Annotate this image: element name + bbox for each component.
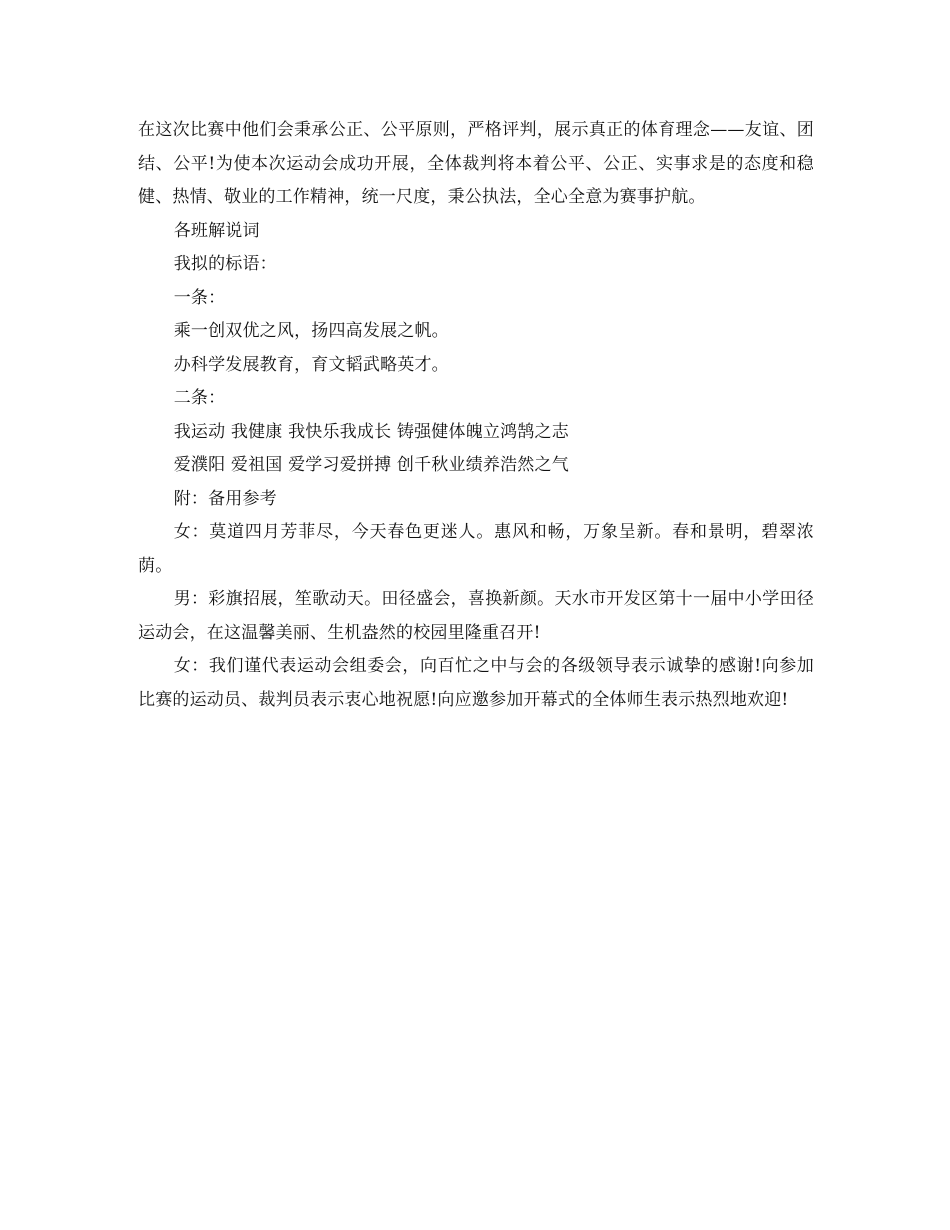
label-slogan-two: 二条： [173,388,226,408]
heading-appendix: 附：备用参考 [173,488,277,509]
heading-my-slogans: 我拟的标语： [173,254,277,274]
heading-class-commentary: 各班解说词 [173,220,260,241]
slogan-line: 我运动 我健康 我快乐我成长 铸强健体魄立鸿鹄之志 [173,421,569,442]
slogan-line: 乘一创双优之风，扬四高发展之帆。 [173,321,449,341]
slogan-line: 爱濮阳 爱祖国 爱学习爱拼搏 创千秋业绩养浩然之气 [173,455,569,475]
paragraph-referee-commitment: 在这次比赛中他们会秉承公正、公平原则，严格评判，展示真正的体育理念——友谊、团结、公平!为使本次运动会成功开展，全体裁判将本着公平、公正、实事求是的态度和稳健、热情、敬业的工作精神，统一尺度，秉公执法，全心全意为赛事护航。 [138,120,814,207]
document-page [138,114,814,717]
slogan-line: 办科学发展教育，育文韬武略英才。 [173,354,449,375]
paragraph-female-host-2: 女：我们谨代表运动会组委会，向百忙之中与会的各级领导表示诚挚的感谢!向参加比赛的运动员、裁判员表示衷心地祝愿!向应邀参加开幕式的全体师生表示热烈地欢迎! [138,656,814,710]
label-slogan-one: 一条： [173,287,226,308]
paragraph-female-host-1: 女：莫道四月芳菲尽，今天春色更迷人。惠风和畅，万象呈新。春和景明，碧翠浓荫。 [138,522,814,576]
paragraph-male-host-1: 男：彩旗招展，笙歌动天。田径盛会，喜换新颜。天水市开发区第十一届中小学田径运动会，在这温馨美丽、生机盎然的校园里隆重召开! [138,589,814,643]
